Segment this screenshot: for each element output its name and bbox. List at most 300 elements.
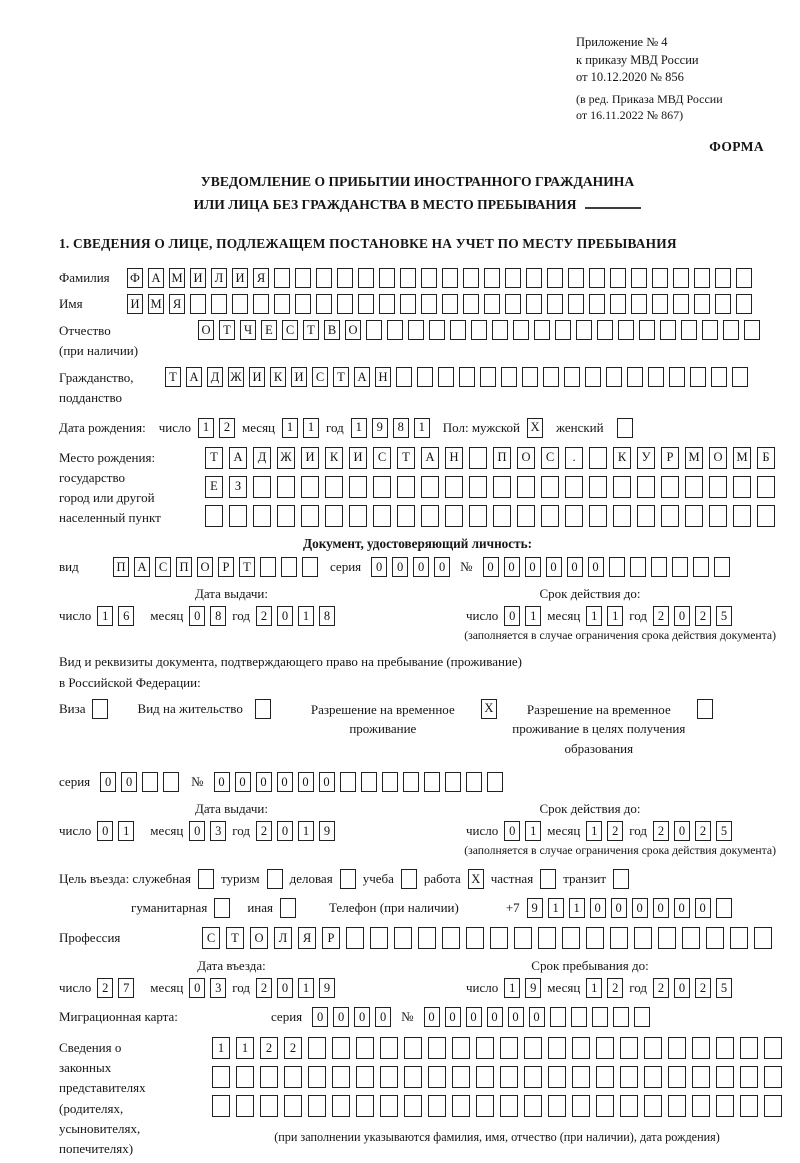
char-cell[interactable] xyxy=(596,1037,614,1059)
char-cell[interactable] xyxy=(212,1066,230,1088)
char-cell[interactable]: Н xyxy=(445,447,463,469)
char-cell[interactable] xyxy=(332,1066,350,1088)
char-cell[interactable]: 1 xyxy=(351,418,367,438)
char-cell[interactable]: М xyxy=(733,447,751,469)
char-cell[interactable] xyxy=(592,1007,608,1027)
char-cell[interactable]: Я xyxy=(169,294,185,314)
char-cell[interactable]: 3 xyxy=(210,978,226,998)
char-cell[interactable] xyxy=(280,898,296,918)
char-cell[interactable]: X xyxy=(527,418,543,438)
char-cell[interactable]: 0 xyxy=(611,898,627,918)
char-cell[interactable] xyxy=(277,476,295,498)
char-cell[interactable]: А xyxy=(148,268,164,288)
char-cell[interactable] xyxy=(644,1066,662,1088)
char-cell[interactable] xyxy=(730,927,748,949)
char-cell[interactable] xyxy=(576,320,592,340)
char-cell[interactable]: В xyxy=(324,320,340,340)
char-cell[interactable] xyxy=(471,320,487,340)
char-cell[interactable] xyxy=(548,1066,566,1088)
char-cell[interactable]: 0 xyxy=(277,772,293,792)
char-cell[interactable] xyxy=(661,476,679,498)
char-cell[interactable] xyxy=(668,1037,686,1059)
char-cell[interactable] xyxy=(493,505,511,527)
char-cell[interactable]: 0 xyxy=(546,557,562,577)
char-cell[interactable] xyxy=(445,505,463,527)
char-cell[interactable] xyxy=(658,927,676,949)
char-cell[interactable] xyxy=(706,927,724,949)
char-cell[interactable] xyxy=(380,1037,398,1059)
char-cell[interactable] xyxy=(358,294,374,314)
char-cell[interactable]: 0 xyxy=(121,772,137,792)
char-cell[interactable] xyxy=(316,294,332,314)
char-cell[interactable] xyxy=(652,268,668,288)
char-cell[interactable] xyxy=(295,294,311,314)
char-cell[interactable]: 1 xyxy=(298,821,314,841)
char-cell[interactable]: Т xyxy=(303,320,319,340)
char-cell[interactable]: И xyxy=(232,268,248,288)
char-cell[interactable] xyxy=(644,1095,662,1117)
char-cell[interactable]: 7 xyxy=(118,978,134,998)
char-cell[interactable]: 5 xyxy=(716,821,732,841)
char-cell[interactable] xyxy=(163,772,179,792)
char-cell[interactable] xyxy=(673,268,689,288)
char-cell[interactable]: М xyxy=(685,447,703,469)
char-cell[interactable] xyxy=(424,772,440,792)
char-cell[interactable]: 0 xyxy=(504,557,520,577)
char-cell[interactable] xyxy=(403,772,419,792)
char-cell[interactable] xyxy=(190,294,206,314)
char-cell[interactable] xyxy=(445,476,463,498)
char-cell[interactable] xyxy=(229,505,247,527)
char-cell[interactable] xyxy=(524,1037,542,1059)
char-cell[interactable] xyxy=(346,927,364,949)
char-cell[interactable]: 1 xyxy=(236,1037,254,1059)
char-cell[interactable] xyxy=(685,476,703,498)
char-cell[interactable] xyxy=(484,294,500,314)
char-cell[interactable] xyxy=(736,294,752,314)
char-cell[interactable] xyxy=(572,1037,590,1059)
char-cell[interactable] xyxy=(543,367,559,387)
char-cell[interactable] xyxy=(596,1066,614,1088)
char-cell[interactable] xyxy=(692,1066,710,1088)
char-cell[interactable]: Е xyxy=(205,476,223,498)
char-cell[interactable] xyxy=(709,476,727,498)
char-cell[interactable]: 0 xyxy=(392,557,408,577)
char-cell[interactable] xyxy=(668,1095,686,1117)
char-cell[interactable]: 2 xyxy=(695,821,711,841)
char-cell[interactable] xyxy=(476,1037,494,1059)
char-cell[interactable]: 1 xyxy=(303,418,319,438)
char-cell[interactable]: 0 xyxy=(674,898,690,918)
char-cell[interactable] xyxy=(142,772,158,792)
char-cell[interactable] xyxy=(692,1037,710,1059)
char-cell[interactable]: И xyxy=(349,447,367,469)
char-cell[interactable]: Н xyxy=(375,367,391,387)
char-cell[interactable] xyxy=(652,294,668,314)
char-cell[interactable] xyxy=(555,320,571,340)
char-cell[interactable]: 0 xyxy=(97,821,113,841)
char-cell[interactable] xyxy=(400,268,416,288)
char-cell[interactable] xyxy=(253,476,271,498)
char-cell[interactable]: 1 xyxy=(607,606,623,626)
char-cell[interactable] xyxy=(517,476,535,498)
char-cell[interactable] xyxy=(236,1066,254,1088)
char-cell[interactable] xyxy=(428,1037,446,1059)
char-cell[interactable] xyxy=(634,927,652,949)
char-cell[interactable] xyxy=(284,1066,302,1088)
char-cell[interactable]: И xyxy=(249,367,265,387)
char-cell[interactable]: 1 xyxy=(548,898,564,918)
char-cell[interactable] xyxy=(400,294,416,314)
char-cell[interactable] xyxy=(349,505,367,527)
char-cell[interactable] xyxy=(417,367,433,387)
char-cell[interactable] xyxy=(613,869,629,889)
char-cell[interactable]: Т xyxy=(239,557,255,577)
char-cell[interactable] xyxy=(284,1095,302,1117)
char-cell[interactable]: 2 xyxy=(256,606,272,626)
char-cell[interactable] xyxy=(564,367,580,387)
char-cell[interactable] xyxy=(740,1095,758,1117)
char-cell[interactable] xyxy=(476,1095,494,1117)
char-cell[interactable]: К xyxy=(270,367,286,387)
char-cell[interactable] xyxy=(668,1066,686,1088)
char-cell[interactable] xyxy=(421,505,439,527)
char-cell[interactable]: К xyxy=(325,447,343,469)
char-cell[interactable] xyxy=(589,505,607,527)
char-cell[interactable]: О xyxy=(250,927,268,949)
char-cell[interactable] xyxy=(501,367,517,387)
char-cell[interactable] xyxy=(524,1066,542,1088)
char-cell[interactable]: Т xyxy=(397,447,415,469)
char-cell[interactable] xyxy=(92,699,108,719)
char-cell[interactable]: 3 xyxy=(210,821,226,841)
char-cell[interactable]: 5 xyxy=(716,978,732,998)
char-cell[interactable]: 0 xyxy=(375,1007,391,1027)
char-cell[interactable]: Ж xyxy=(277,447,295,469)
char-cell[interactable]: И xyxy=(127,294,143,314)
char-cell[interactable] xyxy=(716,898,732,918)
char-cell[interactable]: 0 xyxy=(277,821,293,841)
char-cell[interactable] xyxy=(690,367,706,387)
char-cell[interactable] xyxy=(697,699,713,719)
char-cell[interactable] xyxy=(445,772,461,792)
char-cell[interactable] xyxy=(709,505,727,527)
char-cell[interactable] xyxy=(571,1007,587,1027)
char-cell[interactable]: 9 xyxy=(527,898,543,918)
char-cell[interactable] xyxy=(198,869,214,889)
char-cell[interactable] xyxy=(505,268,521,288)
char-cell[interactable] xyxy=(565,505,583,527)
char-cell[interactable]: И xyxy=(291,367,307,387)
char-cell[interactable]: С xyxy=(541,447,559,469)
char-cell[interactable] xyxy=(404,1066,422,1088)
char-cell[interactable] xyxy=(397,505,415,527)
char-cell[interactable]: 0 xyxy=(567,557,583,577)
char-cell[interactable]: 1 xyxy=(118,821,134,841)
char-cell[interactable]: 2 xyxy=(607,978,623,998)
char-cell[interactable] xyxy=(463,268,479,288)
char-cell[interactable]: Р xyxy=(661,447,679,469)
char-cell[interactable]: У xyxy=(637,447,655,469)
char-cell[interactable]: 1 xyxy=(525,606,541,626)
char-cell[interactable] xyxy=(660,320,676,340)
char-cell[interactable] xyxy=(267,869,283,889)
char-cell[interactable]: 0 xyxy=(445,1007,461,1027)
char-cell[interactable] xyxy=(682,927,700,949)
char-cell[interactable] xyxy=(373,476,391,498)
char-cell[interactable] xyxy=(526,294,542,314)
char-cell[interactable] xyxy=(493,476,511,498)
char-cell[interactable] xyxy=(596,1095,614,1117)
char-cell[interactable] xyxy=(356,1095,374,1117)
char-cell[interactable] xyxy=(673,294,689,314)
char-cell[interactable] xyxy=(211,294,227,314)
char-cell[interactable]: 0 xyxy=(235,772,251,792)
char-cell[interactable]: 0 xyxy=(100,772,116,792)
char-cell[interactable]: 0 xyxy=(674,821,690,841)
char-cell[interactable]: Р xyxy=(322,927,340,949)
char-cell[interactable]: 0 xyxy=(189,978,205,998)
char-cell[interactable] xyxy=(382,772,398,792)
char-cell[interactable]: 2 xyxy=(256,978,272,998)
char-cell[interactable]: 1 xyxy=(298,978,314,998)
char-cell[interactable] xyxy=(597,320,613,340)
char-cell[interactable] xyxy=(541,476,559,498)
char-cell[interactable]: Т xyxy=(205,447,223,469)
char-cell[interactable] xyxy=(253,505,271,527)
char-cell[interactable] xyxy=(490,927,508,949)
char-cell[interactable]: 0 xyxy=(298,772,314,792)
char-cell[interactable]: 0 xyxy=(487,1007,503,1027)
char-cell[interactable]: 0 xyxy=(413,557,429,577)
char-cell[interactable] xyxy=(418,927,436,949)
char-cell[interactable]: С xyxy=(282,320,298,340)
char-cell[interactable] xyxy=(648,367,664,387)
char-cell[interactable]: 8 xyxy=(393,418,409,438)
char-cell[interactable]: Я xyxy=(298,927,316,949)
char-cell[interactable] xyxy=(526,268,542,288)
char-cell[interactable]: Е xyxy=(261,320,277,340)
char-cell[interactable]: 1 xyxy=(298,606,314,626)
char-cell[interactable]: А xyxy=(186,367,202,387)
char-cell[interactable]: 1 xyxy=(586,821,602,841)
char-cell[interactable] xyxy=(394,927,412,949)
char-cell[interactable]: 2 xyxy=(256,821,272,841)
char-cell[interactable] xyxy=(492,320,508,340)
char-cell[interactable]: 2 xyxy=(260,1037,278,1059)
char-cell[interactable]: 0 xyxy=(674,606,690,626)
char-cell[interactable] xyxy=(702,320,718,340)
char-cell[interactable] xyxy=(505,294,521,314)
char-cell[interactable] xyxy=(736,268,752,288)
char-cell[interactable] xyxy=(534,320,550,340)
char-cell[interactable] xyxy=(613,1007,629,1027)
char-cell[interactable] xyxy=(442,294,458,314)
char-cell[interactable]: 2 xyxy=(653,606,669,626)
char-cell[interactable] xyxy=(349,476,367,498)
char-cell[interactable] xyxy=(693,557,709,577)
char-cell[interactable]: Л xyxy=(211,268,227,288)
char-cell[interactable]: 0 xyxy=(189,821,205,841)
char-cell[interactable]: 8 xyxy=(319,606,335,626)
char-cell[interactable] xyxy=(438,367,454,387)
char-cell[interactable]: Л xyxy=(274,927,292,949)
char-cell[interactable]: К xyxy=(613,447,631,469)
char-cell[interactable] xyxy=(637,476,655,498)
char-cell[interactable] xyxy=(469,447,487,469)
char-cell[interactable]: 0 xyxy=(508,1007,524,1027)
char-cell[interactable] xyxy=(442,268,458,288)
char-cell[interactable]: А xyxy=(421,447,439,469)
char-cell[interactable] xyxy=(401,869,417,889)
char-cell[interactable] xyxy=(463,294,479,314)
char-cell[interactable] xyxy=(744,320,760,340)
char-cell[interactable] xyxy=(589,294,605,314)
char-cell[interactable] xyxy=(733,505,751,527)
char-cell[interactable]: 1 xyxy=(97,606,113,626)
char-cell[interactable] xyxy=(260,1066,278,1088)
char-cell[interactable]: 1 xyxy=(198,418,214,438)
char-cell[interactable]: 0 xyxy=(504,821,520,841)
char-cell[interactable]: П xyxy=(176,557,192,577)
char-cell[interactable] xyxy=(711,367,727,387)
char-cell[interactable]: 0 xyxy=(483,557,499,577)
char-cell[interactable] xyxy=(639,320,655,340)
char-cell[interactable] xyxy=(356,1037,374,1059)
char-cell[interactable] xyxy=(672,557,688,577)
char-cell[interactable] xyxy=(205,505,223,527)
char-cell[interactable]: А xyxy=(354,367,370,387)
char-cell[interactable] xyxy=(332,1037,350,1059)
char-cell[interactable] xyxy=(548,1095,566,1117)
char-cell[interactable] xyxy=(325,505,343,527)
char-cell[interactable]: 1 xyxy=(525,821,541,841)
char-cell[interactable] xyxy=(685,505,703,527)
char-cell[interactable] xyxy=(295,268,311,288)
char-cell[interactable]: 1 xyxy=(586,606,602,626)
char-cell[interactable]: О xyxy=(709,447,727,469)
char-cell[interactable]: X xyxy=(468,869,484,889)
char-cell[interactable] xyxy=(429,320,445,340)
char-cell[interactable]: 0 xyxy=(695,898,711,918)
char-cell[interactable]: М xyxy=(148,294,164,314)
char-cell[interactable] xyxy=(637,505,655,527)
char-cell[interactable]: 1 xyxy=(569,898,585,918)
char-cell[interactable]: Ч xyxy=(240,320,256,340)
char-cell[interactable]: 0 xyxy=(277,606,293,626)
char-cell[interactable] xyxy=(301,476,319,498)
char-cell[interactable]: 0 xyxy=(424,1007,440,1027)
char-cell[interactable] xyxy=(452,1037,470,1059)
char-cell[interactable] xyxy=(274,294,290,314)
char-cell[interactable] xyxy=(466,772,482,792)
char-cell[interactable] xyxy=(692,1095,710,1117)
char-cell[interactable] xyxy=(606,367,622,387)
char-cell[interactable] xyxy=(586,927,604,949)
char-cell[interactable] xyxy=(301,505,319,527)
char-cell[interactable]: 0 xyxy=(256,772,272,792)
char-cell[interactable] xyxy=(568,268,584,288)
char-cell[interactable] xyxy=(548,1037,566,1059)
char-cell[interactable]: А xyxy=(229,447,247,469)
char-cell[interactable] xyxy=(337,268,353,288)
char-cell[interactable] xyxy=(469,476,487,498)
char-cell[interactable] xyxy=(694,268,710,288)
char-cell[interactable]: 0 xyxy=(371,557,387,577)
char-cell[interactable] xyxy=(337,294,353,314)
char-cell[interactable]: Д xyxy=(207,367,223,387)
char-cell[interactable] xyxy=(277,505,295,527)
char-cell[interactable] xyxy=(514,927,532,949)
char-cell[interactable] xyxy=(620,1095,638,1117)
char-cell[interactable] xyxy=(723,320,739,340)
char-cell[interactable] xyxy=(408,320,424,340)
char-cell[interactable] xyxy=(308,1066,326,1088)
char-cell[interactable]: П xyxy=(113,557,129,577)
char-cell[interactable]: 9 xyxy=(525,978,541,998)
char-cell[interactable] xyxy=(340,772,356,792)
char-cell[interactable]: 1 xyxy=(586,978,602,998)
char-cell[interactable]: Т xyxy=(165,367,181,387)
char-cell[interactable] xyxy=(260,1095,278,1117)
char-cell[interactable] xyxy=(589,476,607,498)
char-cell[interactable]: О xyxy=(198,320,214,340)
char-cell[interactable] xyxy=(442,927,460,949)
char-cell[interactable] xyxy=(370,927,388,949)
char-cell[interactable]: Д xyxy=(253,447,271,469)
char-cell[interactable] xyxy=(480,367,496,387)
char-cell[interactable] xyxy=(644,1037,662,1059)
char-cell[interactable] xyxy=(565,476,583,498)
char-cell[interactable] xyxy=(617,418,633,438)
char-cell[interactable]: 0 xyxy=(277,978,293,998)
char-cell[interactable]: 2 xyxy=(653,978,669,998)
char-cell[interactable] xyxy=(716,1095,734,1117)
char-cell[interactable] xyxy=(733,476,751,498)
char-cell[interactable]: 0 xyxy=(674,978,690,998)
char-cell[interactable]: А xyxy=(134,557,150,577)
char-cell[interactable] xyxy=(513,320,529,340)
char-cell[interactable] xyxy=(366,320,382,340)
char-cell[interactable] xyxy=(661,505,679,527)
char-cell[interactable] xyxy=(380,1095,398,1117)
char-cell[interactable] xyxy=(620,1066,638,1088)
char-cell[interactable] xyxy=(568,294,584,314)
char-cell[interactable] xyxy=(500,1095,518,1117)
char-cell[interactable] xyxy=(589,268,605,288)
char-cell[interactable]: 0 xyxy=(504,606,520,626)
char-cell[interactable]: 0 xyxy=(590,898,606,918)
char-cell[interactable] xyxy=(716,1066,734,1088)
char-cell[interactable] xyxy=(274,268,290,288)
char-cell[interactable]: Б xyxy=(757,447,775,469)
char-cell[interactable] xyxy=(715,294,731,314)
char-cell[interactable]: 0 xyxy=(466,1007,482,1027)
char-cell[interactable] xyxy=(732,367,748,387)
char-cell[interactable]: Ж xyxy=(228,367,244,387)
char-cell[interactable] xyxy=(740,1037,758,1059)
char-cell[interactable]: 2 xyxy=(97,978,113,998)
char-cell[interactable]: О xyxy=(345,320,361,340)
char-cell[interactable] xyxy=(487,772,503,792)
char-cell[interactable] xyxy=(627,367,643,387)
char-cell[interactable] xyxy=(694,294,710,314)
char-cell[interactable]: С xyxy=(202,927,220,949)
char-cell[interactable] xyxy=(212,1095,230,1117)
char-cell[interactable] xyxy=(764,1095,782,1117)
char-cell[interactable]: 6 xyxy=(118,606,134,626)
char-cell[interactable]: 2 xyxy=(653,821,669,841)
